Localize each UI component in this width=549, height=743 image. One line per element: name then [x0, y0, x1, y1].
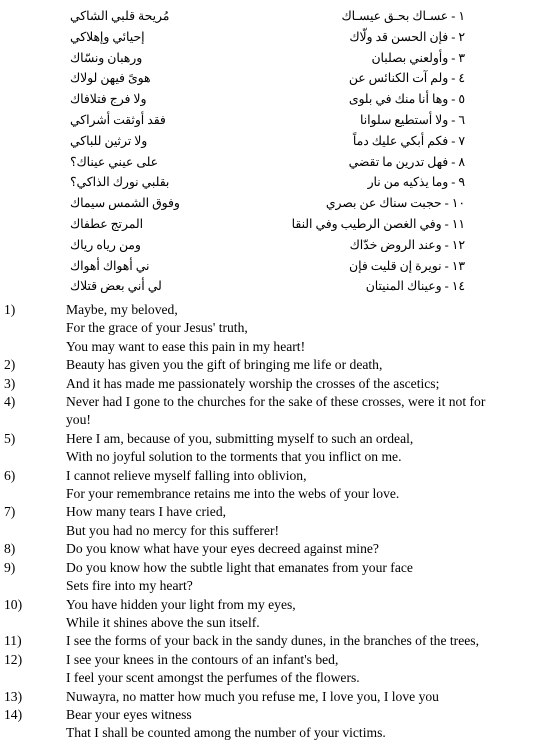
verse-number: 11) [4, 633, 22, 649]
poem-verse [70, 214, 465, 235]
translation-entry [0, 540, 549, 558]
translation-entry [0, 301, 549, 356]
verse-first-hemistich: ١٢ - وعند الروض خدّاك [349, 237, 465, 252]
poem-verse [70, 152, 465, 173]
translation-line: For the grace of your Jesus' truth, [66, 320, 248, 336]
translation-entry [0, 393, 549, 430]
verse-second-hemistich: وفوق الشمس سيماك [70, 196, 180, 211]
verse-lines [66, 430, 536, 467]
verse-first-hemistich: ٢ - فإن الحسن قد ولّاك [349, 29, 465, 44]
verse-lines [66, 706, 536, 743]
verse-lines [66, 559, 536, 596]
translation-line: you! [66, 412, 91, 428]
verse-second-hemistich: ومن رياه رياك [70, 237, 141, 252]
verse-lines [66, 632, 536, 650]
verse-number: 2) [4, 357, 16, 373]
verse-second-hemistich: مُريحة قلبي الشاكي [70, 9, 170, 23]
verse-second-hemistich: هوىً فيهن لولاك [70, 71, 151, 86]
verse-first-hemistich: ٧ - فكم أبكي عليك دماً [352, 133, 465, 148]
verse-number: 5) [4, 430, 16, 446]
verse-number: 12) [4, 651, 23, 667]
verse-lines [66, 393, 536, 430]
verse-number: 10) [4, 596, 23, 612]
translation-line: While it shines above the sun itself. [66, 614, 260, 630]
translation-line: Bear your eyes witness [66, 706, 192, 722]
verse-first-hemistich: ٨ - فهل تدرين ما تقضي [348, 154, 465, 169]
translation-line: I feel your scent amongst the perfumes of the flowers. [66, 670, 360, 686]
poem-verse [70, 276, 465, 297]
verse-second-hemistich: ني أهواك أهواك [70, 258, 150, 273]
verse-first-hemistich: ١ - عسـاك بحـق عيسـاك [341, 9, 465, 23]
translation-line: You may want to ease this pain in my heart! [66, 338, 306, 354]
verse-number: 6) [4, 467, 16, 483]
translation-entry [0, 688, 549, 706]
verse-number: 1) [4, 302, 16, 317]
translation-entry [0, 375, 549, 393]
verse-first-hemistich: ٥ - وها أنا منك في بلوى [348, 92, 465, 107]
translation-line: I see the forms of your back in the sandy dunes, in the branches of the trees, [66, 633, 479, 649]
translation-entry [0, 706, 549, 743]
verse-first-hemistich: ١٣ - نويرة إن قليت فإن [349, 258, 465, 273]
verse-second-hemistich: ولا ترثين للباكي [70, 133, 148, 148]
verse-second-hemistich: فقد أوثقت أشراكي [70, 112, 166, 127]
verse-second-hemistich: لي أني بعض قتلاك [70, 279, 162, 294]
arabic-poem [70, 6, 465, 297]
verse-second-hemistich: إحيائي وإهلاكي [70, 29, 145, 44]
verse-first-hemistich: ٦ - ولا أستطيع سلوانا [359, 112, 465, 127]
verse-lines [66, 540, 536, 558]
verse-first-hemistich: ١٠ - حجبت سناك عن بصري [325, 196, 465, 211]
verse-first-hemistich: ٣ - وأولعني بصلبان [371, 50, 465, 65]
translation-entry [0, 632, 549, 650]
verse-number: 3) [4, 375, 16, 391]
translation-line: For your remembrance retains me into the webs of your love. [66, 486, 400, 502]
verse-number: 7) [4, 504, 16, 520]
translation-entry [0, 651, 549, 688]
translation-line: And it has made me passionately worship the crosses of the ascetics; [66, 375, 440, 391]
verse-second-hemistich: المرتج عطفاك [70, 216, 144, 231]
translation-entry [0, 503, 549, 540]
translation-line: Beauty has given you the gift of bringing me life or death, [66, 357, 383, 373]
translation-line: How many tears I have cried, [66, 504, 227, 520]
translation-entry [0, 467, 549, 504]
poem-verse [70, 27, 465, 48]
translation-line: I see your knees in the contours of an infant's bed, [66, 651, 339, 667]
english-translation [0, 301, 549, 743]
poem-verse [70, 68, 465, 89]
verse-first-hemistich: ٤ - ولم آت الكنائس عن [348, 71, 465, 86]
poem-verse [70, 6, 465, 27]
translation-line: Here I am, because of you, submitting myself to such an ordeal, [66, 430, 414, 446]
verse-first-hemistich: ١٤ - وعيناك المنيتان [365, 279, 465, 294]
verse-second-hemistich: على عيني عيناك؟ [70, 154, 158, 169]
translation-entry [0, 596, 549, 633]
poem-verse [70, 193, 465, 214]
verse-lines [66, 467, 536, 504]
poem-verse [70, 256, 465, 277]
translation-line: Do you know how the subtle light that emanates from your face [66, 559, 413, 575]
translation-line: You have hidden your light from my eyes, [66, 596, 296, 612]
poem-verse [70, 110, 465, 131]
verse-second-hemistich: ورهبان ونسّاك [70, 50, 143, 65]
translation-line: Never had I gone to the churches for the sake of these crosses, were it not for [66, 394, 486, 410]
verse-number: 13) [4, 688, 23, 704]
translation-line: Do you know what have your eyes decreed against mine? [66, 541, 379, 557]
translation-line: Sets fire into my heart? [66, 578, 193, 594]
translation-line: But you had no mercy for this sufferer! [66, 522, 280, 538]
translation-entry [0, 430, 549, 467]
translation-entry [0, 559, 549, 596]
poem-verse [70, 89, 465, 110]
verse-lines [66, 301, 536, 356]
verse-first-hemistich: ١١ - وفي الغصن الرطيب وفي النقا [291, 216, 465, 231]
verse-number: 8) [4, 541, 16, 557]
verse-number: 14) [4, 706, 23, 722]
verse-second-hemistich: بقلبي نورك الذاكي؟ [70, 175, 170, 190]
poem-verse [70, 235, 465, 256]
verse-number: 9) [4, 559, 16, 575]
verse-lines [66, 375, 536, 393]
translation-line: I cannot relieve myself falling into oblivion, [66, 467, 307, 483]
verse-lines [66, 688, 536, 706]
verse-lines [66, 651, 536, 688]
poem-verse [70, 48, 465, 69]
verse-first-hemistich: ٩ - وما يذكيه من نار [367, 175, 465, 190]
verse-lines [66, 503, 536, 540]
verse-lines [66, 596, 536, 633]
verse-number: 4) [4, 394, 16, 410]
poem-verse [70, 172, 465, 193]
translation-line: Nuwayra, no matter how much you refuse me, I love you, I love you [66, 688, 439, 704]
translation-entry [0, 356, 549, 374]
translation-line: That I shall be counted among the number of your victims. [66, 725, 386, 741]
translation-line: Maybe, my beloved, [66, 302, 178, 317]
poem-verse [70, 131, 465, 152]
verse-lines [66, 356, 536, 374]
verse-second-hemistich: ولا فرج فتلافاك [70, 92, 147, 107]
translation-line: With no joyful solution to the torments that you inflict on me. [66, 449, 402, 465]
